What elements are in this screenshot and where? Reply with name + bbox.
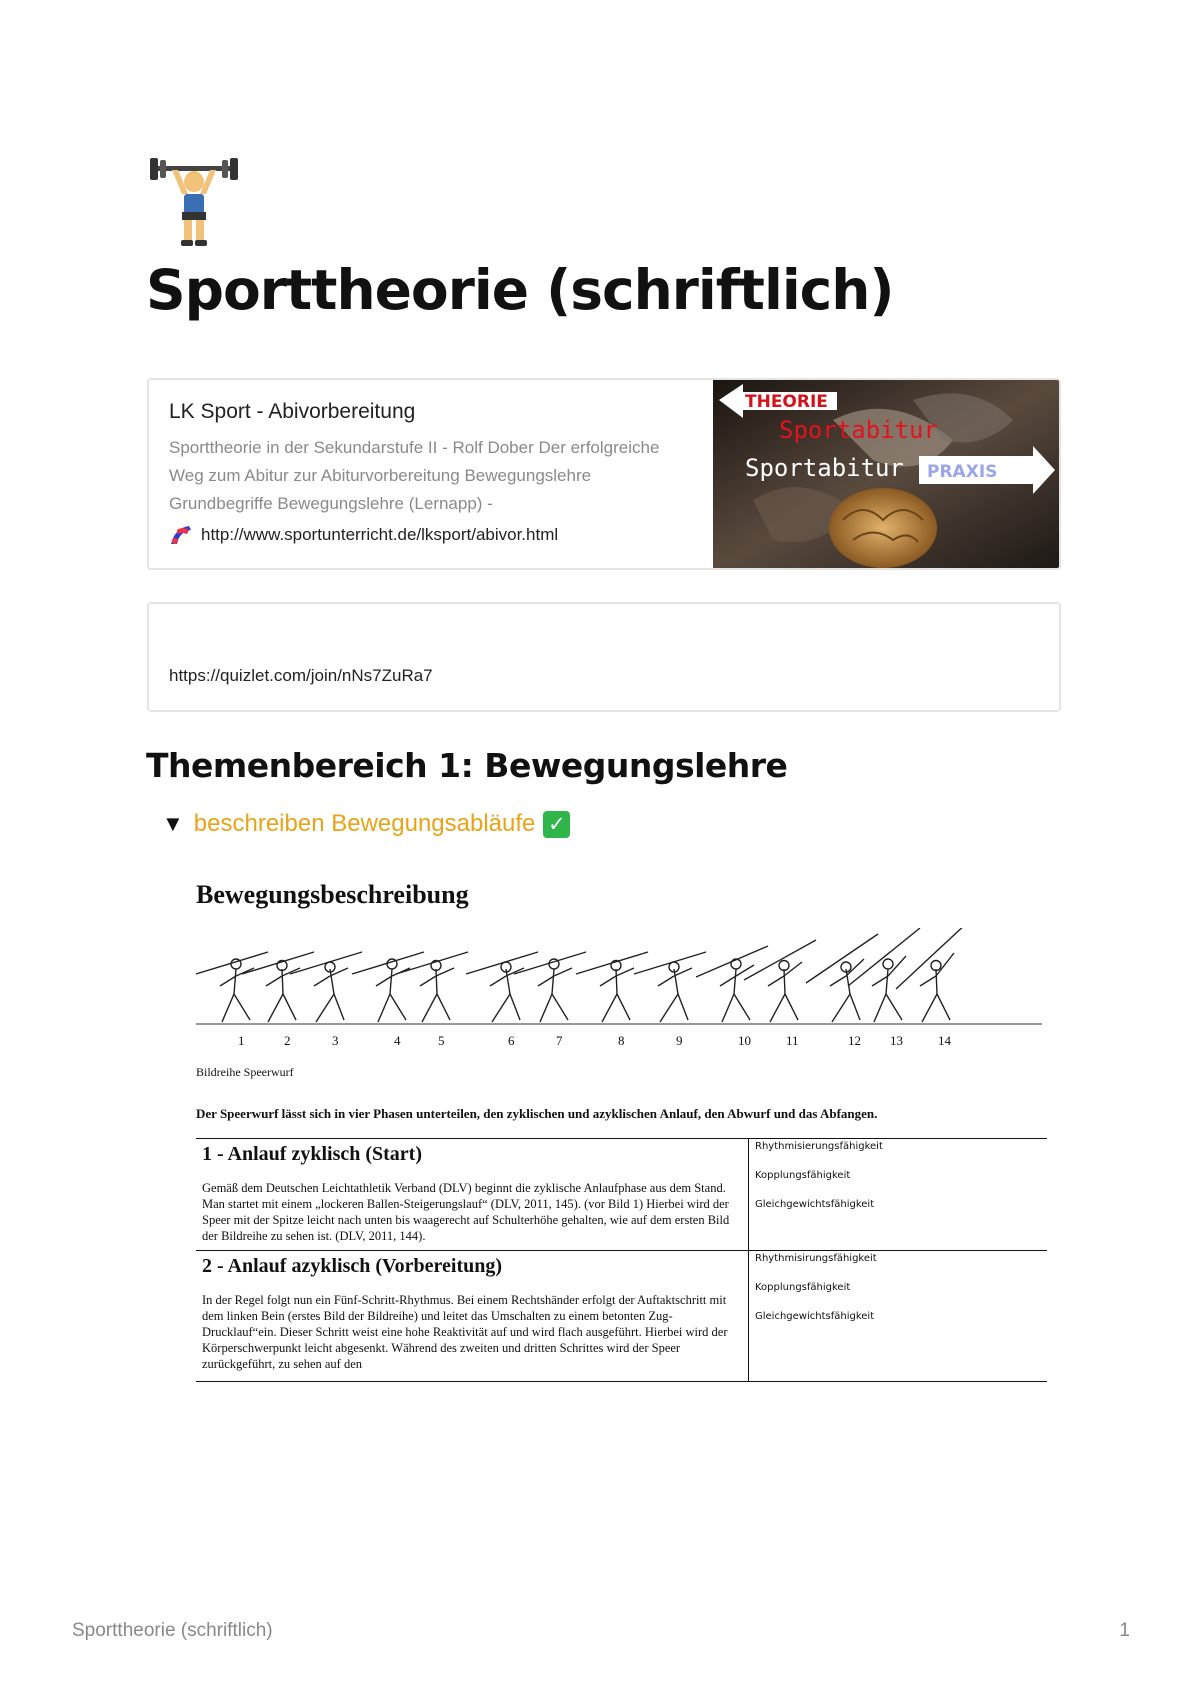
sportabitur-thumbnail (713, 380, 1059, 568)
javelin-figure (806, 934, 878, 1022)
javelin-figure (242, 952, 314, 1022)
figure-number: 3 (332, 1033, 339, 1048)
theorie-label: THEORIE (745, 392, 828, 412)
figure-number: 6 (508, 1033, 515, 1048)
javelin-figure (396, 952, 468, 1022)
sportabitur-white-label: Sportabitur (745, 454, 904, 482)
javelin-figure (196, 952, 268, 1022)
praxis-label: PRAXIS (927, 462, 998, 482)
bookmark-link[interactable] (169, 524, 689, 546)
figure-numbers (196, 1033, 1042, 1055)
phase-heading: 1 - Anlauf zyklisch (Start) (202, 1143, 422, 1165)
javelin-figure (848, 928, 920, 1022)
toggle-block[interactable] (162, 810, 570, 838)
figure-number: 13 (890, 1033, 903, 1048)
section-heading: Themenbereich 1: Bewegungslehre (146, 746, 788, 785)
bookmark-title: LK Sport - Abivorbereitung (169, 400, 416, 423)
footer-page-number: 1 (1119, 1620, 1130, 1641)
quizlet-embed[interactable] (147, 602, 1061, 712)
bookmark-description: Sporttheorie in der Sekundarstufe II - Rolf Dober Der erfolgreiche Weg zum Abitur zur Abiturvorbereitung Bewegungslehre Grundbegriffe Bewegungslehre (Lernapp) - (169, 438, 660, 513)
sportabitur-red-label: Sportabitur (779, 416, 938, 444)
check-mark-icon: ✓ (543, 811, 570, 838)
triangle-down-icon[interactable]: ▼ (162, 811, 184, 836)
figure-number: 10 (738, 1033, 751, 1048)
table-row (196, 1251, 1047, 1382)
intro-text: Der Speerwurf lässt sich in vier Phasen unterteilen, den zyklischen und azyklischen Anlauf, den Abwurf und das Abfangen. (196, 1106, 878, 1121)
figure-number: 8 (618, 1033, 625, 1048)
phase-table (196, 1138, 1047, 1382)
phase-text: In der Regel folgt nun ein Fünf-Schritt-Rhythmus. Bei einem Rechtshänder erfolgt der Auftaktschritt mit dem linken Bein (erstes Bild der Bildreihe) und leitet das Umschalten zu einem betonten Zug-Drucklauf“ein. Dieser Schritt weist eine hohe Reaktivität auf und wird flach ausgeführt. Hierbei wird der Körperschwerpunkt leicht abgesenkt. Während des zweiten und dritten Schrittes wird der Speer zurückgeführt, zu sehen auf den (202, 1293, 728, 1371)
toggle-label[interactable]: beschreiben Bewegungsabläufe (193, 810, 536, 837)
figure-number: 9 (676, 1033, 683, 1048)
bookmark-url[interactable]: http://www.sportunterricht.de/lksport/abivor.html (201, 525, 559, 544)
footer-title: Sporttheorie (schriftlich) (72, 1620, 273, 1641)
javelin-figure (466, 952, 538, 1022)
skill-label: Kopplungsfähigkeit (755, 1282, 851, 1293)
figure-number: 2 (284, 1033, 291, 1048)
figure-number: 7 (556, 1033, 563, 1048)
javelin-figure (514, 952, 586, 1022)
javelin-figure (696, 946, 768, 1022)
embed-title: Bewegungsbeschreibung (196, 880, 469, 909)
phase-heading: 2 - Anlauf azyklisch (Vorbereitung) (202, 1255, 503, 1277)
bookmark-card[interactable] (147, 378, 1061, 570)
weightlifter-icon (146, 156, 242, 252)
figure-number: 14 (938, 1033, 951, 1048)
javelin-figure (634, 952, 706, 1022)
figure-number: 5 (438, 1033, 445, 1048)
javelin-figure (896, 928, 968, 1022)
figure-caption: Bildreihe Speerwurf (196, 1065, 294, 1079)
javelin-figure (352, 952, 424, 1022)
skill-label: Gleichgewichtsfähigkeit (755, 1311, 875, 1322)
table-row (196, 1139, 1047, 1251)
javelin-figure-sequence (196, 928, 1042, 1028)
skill-label: Rhythmisierungsfähigkeit (755, 1141, 883, 1152)
phase-text: Gemäß dem Deutschen Leichtathletik Verband (DLV) beginnt die zyklische Anlaufphase aus dem Stand. Man startet mit einem „lockeren Ballen-Steigerungslauf“ (DLV, 2011, 145). (vor Bild 1) Hierbei wird der Speer mit der Spitze leicht nach unten bis waagerecht auf Schulterhöhe gehalten, wie auf dem ersten Bild der Bildreihe zu sehen ist. (DLV, 2011, 144). (202, 1181, 730, 1243)
skill-label: Kopplungsfähigkeit (755, 1170, 851, 1181)
figure-number: 1 (238, 1033, 245, 1048)
figure-number: 11 (786, 1033, 799, 1048)
javelin-figure (290, 952, 362, 1022)
quizlet-url[interactable]: https://quizlet.com/join/nNs7ZuRa7 (169, 666, 433, 685)
page-title: Sporttheorie (schriftlich) (146, 258, 894, 322)
skill-label: Gleichgewichtsfähigkeit (755, 1199, 875, 1210)
embedded-document (196, 880, 1056, 1382)
favicon-icon (169, 524, 193, 546)
figure-number: 12 (848, 1033, 861, 1048)
skill-label: Rhythmisirungsfähigkeit (755, 1253, 877, 1264)
figure-number: 4 (394, 1033, 401, 1048)
javelin-figure (576, 952, 648, 1022)
